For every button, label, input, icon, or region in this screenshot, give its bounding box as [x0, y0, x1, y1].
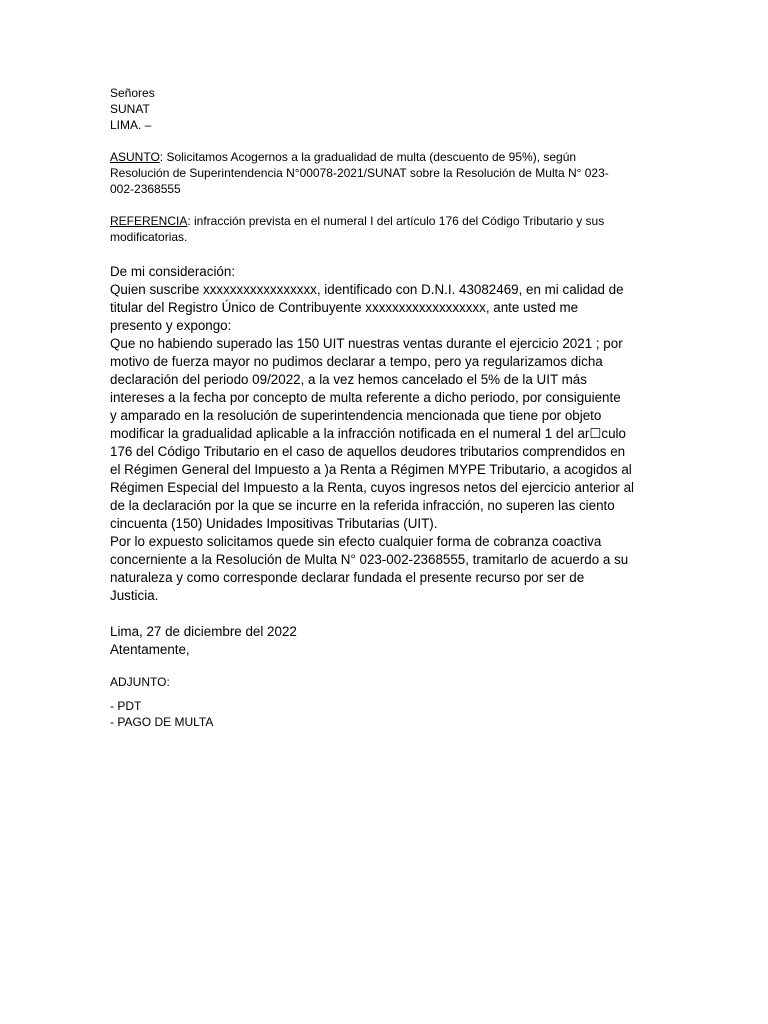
greeting: De mi consideración: — [110, 264, 236, 279]
letter-body — [110, 263, 670, 605]
spacer — [110, 133, 670, 149]
subject-text: : Solicitamos Acogernos a la gradualidad de multa (descuento de 95%), según — [159, 150, 577, 164]
spacer — [110, 197, 670, 213]
attachment-item: - PDT — [110, 699, 142, 713]
spacer — [110, 690, 670, 698]
closing-block — [110, 623, 670, 659]
body-line: modificar la gradualidad aplicable a la infracción notificada en el numeral 1 del ar☐culo — [110, 426, 626, 441]
body-line: concerniente a la Resolución de Multa N° 023-002-2368555, tramitarlo de acuerdo a su — [110, 552, 629, 567]
spacer — [110, 245, 670, 263]
date-line: Lima, 27 de diciembre del 2022 — [110, 624, 297, 639]
attachment-item: - PAGO DE MULTA — [110, 715, 214, 729]
reference-line — [110, 213, 670, 229]
addressee-block — [110, 85, 670, 133]
body-line: Por lo expuesto solicitamos quede sin efecto cualquier forma de cobranza coactiva — [110, 534, 602, 549]
attachments-heading: ADJUNTO: — [110, 675, 170, 689]
body-line: Régimen Especial del Impuesto a la Renta, cuyos ingresos netos del ejercicio anterior al — [110, 480, 635, 495]
addressee-line: Señores — [110, 86, 155, 100]
addressee-line: SUNAT — [110, 102, 150, 116]
reference-text: : infracción prevista en el numeral I del artículo 176 del Código Tributario y sus — [187, 214, 605, 228]
body-line: motivo de fuerza mayor no pudimos declarar a tempo, pero ya regularizamos dicha — [110, 354, 603, 369]
subject-label: ASUNTO — [110, 150, 160, 164]
reference-block — [110, 213, 670, 245]
reference-line: modificatorias. — [110, 230, 188, 244]
body-line: Quien suscribe xxxxxxxxxxxxxxxxx, identificado con D.N.I. 43082469, en mi calidad de — [110, 282, 624, 297]
body-line: Justicia. — [110, 588, 159, 603]
body-line: titular del Registro Único de Contribuyente xxxxxxxxxxxxxxxxxx, ante usted me — [110, 300, 579, 315]
attachments-block — [110, 674, 670, 730]
body-line: naturaleza y como corresponde declarar fundada el presente recurso por ser de — [110, 570, 585, 585]
subject-line: Resolución de Superintendencia N°00078-2021/SUNAT sobre la Resolución de Multa N° 023- — [110, 166, 609, 180]
subject-line — [110, 149, 670, 165]
body-line: el Régimen General del Impuesto a )a Renta a Régimen MYPE Tributario, a acogidos al — [110, 462, 632, 477]
body-line: cincuenta (150) Unidades Impositivas Tributarias (UIT). — [110, 516, 438, 531]
salutation: Atentamente, — [110, 642, 190, 657]
body-line: intereses a la fecha por concepto de multa referente a dicho periodo, por consiguiente — [110, 390, 621, 405]
reference-label: REFERENCIA — [110, 214, 188, 228]
body-line: 176 del Código Tributario en el caso de aquellos deudores tributarios comprendidos en — [110, 444, 626, 459]
addressee-line: LIMA. – — [110, 118, 152, 132]
body-line: de la declaración por la que se incurre en la referida infracción, no superen las ciento — [110, 498, 615, 513]
body-line: Que no habiendo superado las 150 UIT nuestras ventas durante el ejercicio 2021 ; por — [110, 336, 623, 351]
subject-block — [110, 149, 670, 197]
subject-line: 002-2368555 — [110, 182, 181, 196]
body-line: presento y expongo: — [110, 318, 232, 333]
body-line: declaración del periodo 09/2022, a la vez hemos cancelado el 5% de la UIT más — [110, 372, 587, 387]
spacer — [110, 659, 670, 674]
body-line: y amparado en la resolución de superintendencia mencionada que tiene por objeto — [110, 408, 602, 423]
spacer — [110, 605, 670, 623]
letter-page — [110, 85, 670, 730]
